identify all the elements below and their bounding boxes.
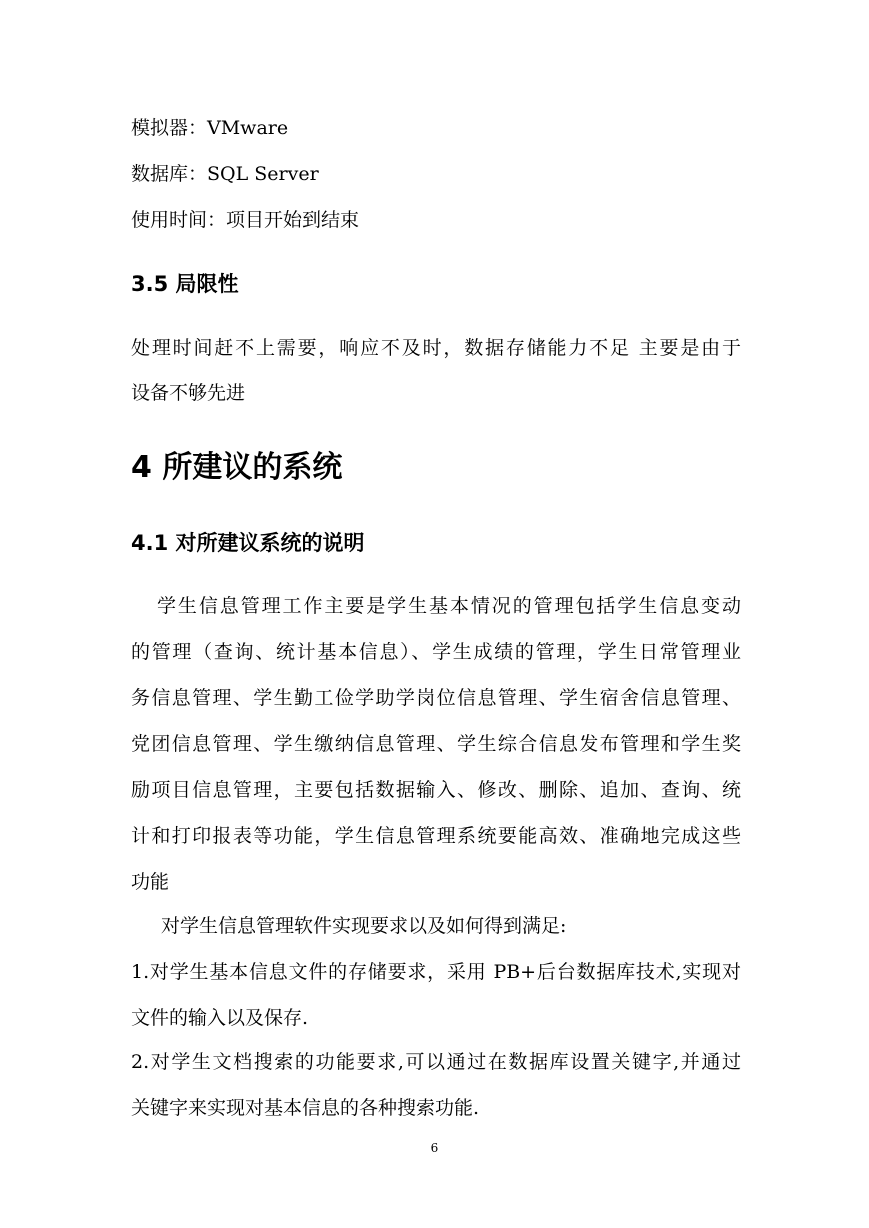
env-simulator: 模拟器：VMware xyxy=(131,117,289,139)
paragraph-line: 学生信息管理工作主要是学生基本情况的管理包括学生信息变动 xyxy=(157,595,741,617)
requirement-item-1-line: 1.对学生基本信息文件的存储要求，采用 PB+后台数据库技术,实现对 xyxy=(131,961,741,983)
paragraph-line: 功能 xyxy=(131,871,170,893)
paragraph-line: 励项目信息管理，主要包括数据输入、修改、删除、追加、查询、统 xyxy=(131,779,741,801)
section-3-5-line: 处理时间赶不上需要，响应不及时，数据存储能力不足 主要是由于 xyxy=(131,337,741,359)
chapter-4-heading: 4 所建议的系统 xyxy=(131,450,343,485)
requirement-item-2-line: 关键字来实现对基本信息的各种搜索功能. xyxy=(131,1097,480,1119)
paragraph-line: 的管理（查询、统计基本信息）、学生成绩的管理，学生日常管理业 xyxy=(131,641,741,663)
paragraph-line: 务信息管理、学生勤工俭学助学岗位信息管理、学生宿舍信息管理、 xyxy=(131,687,741,709)
paragraph-line: 党团信息管理、学生缴纳信息管理、学生综合信息发布管理和学生奖 xyxy=(131,733,741,755)
env-usage-time: 使用时间：项目开始到结束 xyxy=(131,209,360,231)
section-4-1-heading: 4.1 对所建议系统的说明 xyxy=(131,531,365,555)
requirements-intro: 对学生信息管理软件实现要求以及如何得到满足: xyxy=(161,915,567,937)
page-number: 6 xyxy=(430,1141,439,1155)
requirement-item-1-line: 文件的输入以及保存. xyxy=(131,1007,309,1029)
requirement-item-2-line: 2.对学生文档搜索的功能要求,可以通过在数据库设置关键字,并通过 xyxy=(131,1051,741,1073)
section-3-5-heading: 3.5 局限性 xyxy=(131,272,239,296)
env-database: 数据库：SQL Server xyxy=(131,163,319,185)
section-3-5-line: 设备不够先进 xyxy=(131,382,246,404)
paragraph-line: 计和打印报表等功能，学生信息管理系统要能高效、准确地完成这些 xyxy=(131,825,741,847)
